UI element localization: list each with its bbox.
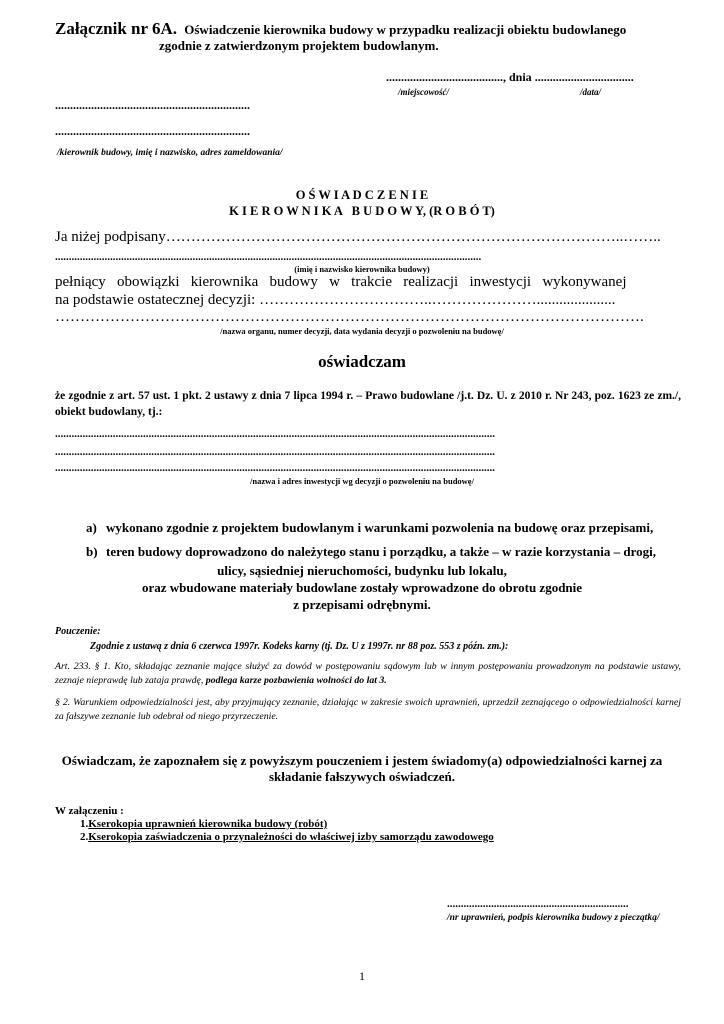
notice-heading: Pouczenie: [55, 626, 101, 637]
attachment-item-1 [80, 818, 327, 830]
attachment-number: 2. [80, 831, 89, 843]
point-b-line3: oraz wbudowane materiały budowlane zostały wprowadzone do obrotu zgodnie [141, 580, 583, 595]
place-label: /miejscowość/ [398, 87, 449, 97]
notice-par2: § 2. Warunkiem odpowiedzialności jest, aby przyjmujący zeznanie, działając w zakresie swoich uprawnień, uprzedził zeznającego o odpowiedzialności karnej za fałszywe zeznanie lub odebrał od niego przyrzeczenie. [55, 697, 681, 722]
investment-dots3: ................................................................................................................................................................ [55, 462, 495, 474]
manager-line2: ................................................................. [55, 124, 250, 138]
document-title-line1: Oświadczenie kierownika budowy w przypadku realizacji obiektu budowlanego [184, 22, 627, 37]
acknowledgement-line1: Oświadczam, że zapoznałem się z powyższym pouczeniem i jestem świadomy(a) odpowiedzialności karnej za [61, 753, 663, 768]
decision-dots: ………………………………………………………………………………………………………. [55, 309, 644, 325]
date-dots: ................................. [534, 70, 634, 84]
point-b-line4: z przepisami odrębnymi. [293, 597, 431, 612]
signature-dots: .................................................................. [447, 898, 629, 910]
name-label: (imię i nazwisko kierownika budowy) [294, 264, 430, 274]
acknowledgement-line2: składanie fałszywych oświadczeń. [269, 769, 455, 784]
manager-label: /kierownik budowy, imię i nazwisko, adres zameldowania/ [57, 148, 283, 158]
attachment-text: Kserokopia uprawnień kierownika budowy (robót) [88, 818, 328, 830]
declare-heading: oświadczam [318, 352, 406, 371]
investment-dots2: ................................................................................................................................................................ [55, 446, 495, 458]
attachment-item-2 [80, 831, 494, 843]
duties-line2: na podstawie ostatecznej decyzji: ……………………………..…………………..................... [55, 292, 616, 308]
manager-line1: ................................................................. [55, 98, 250, 112]
investment-label: /nazwa i adres inwestycji wg decyzji o pozwoleniu na budowę/ [250, 476, 474, 486]
point-b-line2: ulicy, sąsiedniej nieruchomości, budynku lub lokalu, [217, 563, 507, 578]
place-date-line [386, 70, 634, 85]
attachment-text: Kserokopia zaświadczenia o przynależności do właściwej izby samorządu zawodowego [88, 831, 494, 843]
attachments-heading: W załączeniu : [55, 805, 124, 817]
page-number: 1 [359, 969, 365, 983]
point-a-marker: a) [86, 520, 97, 535]
point-a-text: wykonano zgodnie z projektem budowlanym i warunkami pozwolenia na budowę oraz przepisami, [106, 520, 654, 535]
point-b-line1: teren budowy doprowadzono do należytego stanu i porządku, a także – w razie korzystania – drogi, [106, 544, 656, 559]
duties-line1: pełniący obowiązki kierownika budowy w trakcie realizacji inwestycji wykonywanej [55, 274, 627, 290]
notice-act: Zgodnie z ustawą z dnia 6 czerwca 1997r. Kodeks karny (tj. Dz. U z 1997r. nr 88 poz. 553 z późn. zm.): [90, 641, 509, 652]
declaration-title-line2: K I E R O W N I K A B U D O W Y, (R O B Ó T) [229, 204, 495, 218]
notice-art233 [55, 660, 681, 688]
art233-text: Art. 233. § 1. Kto, składając zeznanie mające służyć za dowód w postępowaniu sądowym lub w innym postępowaniu prowadzonym na podstawie ustawy, zeznaje nieprawdę lub zataja prawdę, [55, 661, 681, 686]
document-title-line2: zgodnie z zatwierdzonym projektem budowlanym. [159, 38, 439, 53]
investment-dots1: ................................................................................................................................................................ [55, 428, 495, 440]
header [55, 19, 626, 39]
name-dots: ........................................................................................................................................................... [55, 251, 482, 263]
date-label: /data/ [580, 87, 602, 97]
law-text: że zgodnie z art. 57 ust. 1 pkt. 2 ustawy z dnia 7 lipca 1994 r. – Prawo budowlane /j.t. Dz. U. z 2010 r. Nr 243, poz. 1623 ze zm./, obiekt budowlany, tj.: [55, 390, 681, 418]
annex-number: Załącznik nr 6A. [55, 19, 178, 38]
point-b-marker: b) [86, 544, 98, 559]
declaration-title-line1: O Ś W I A D C Z E N I E [295, 188, 429, 202]
undersigned-line: Ja niżej podpisany………………………………………………………………………………..…….. [55, 229, 661, 245]
place-dots: ....................................... [386, 70, 503, 84]
signature-label: /nr uprawnień, podpis kierownika budowy z pieczątką/ [447, 913, 660, 923]
attachment-number: 1. [80, 818, 89, 830]
decision-label: /nazwa organu, numer decyzji, data wydania decyzji o pozwoleniu na budowę/ [220, 326, 504, 336]
date-separator: , dnia [503, 70, 532, 84]
art233-penalty: podlega karze pozbawienia wolności do lat 3. [205, 675, 387, 686]
